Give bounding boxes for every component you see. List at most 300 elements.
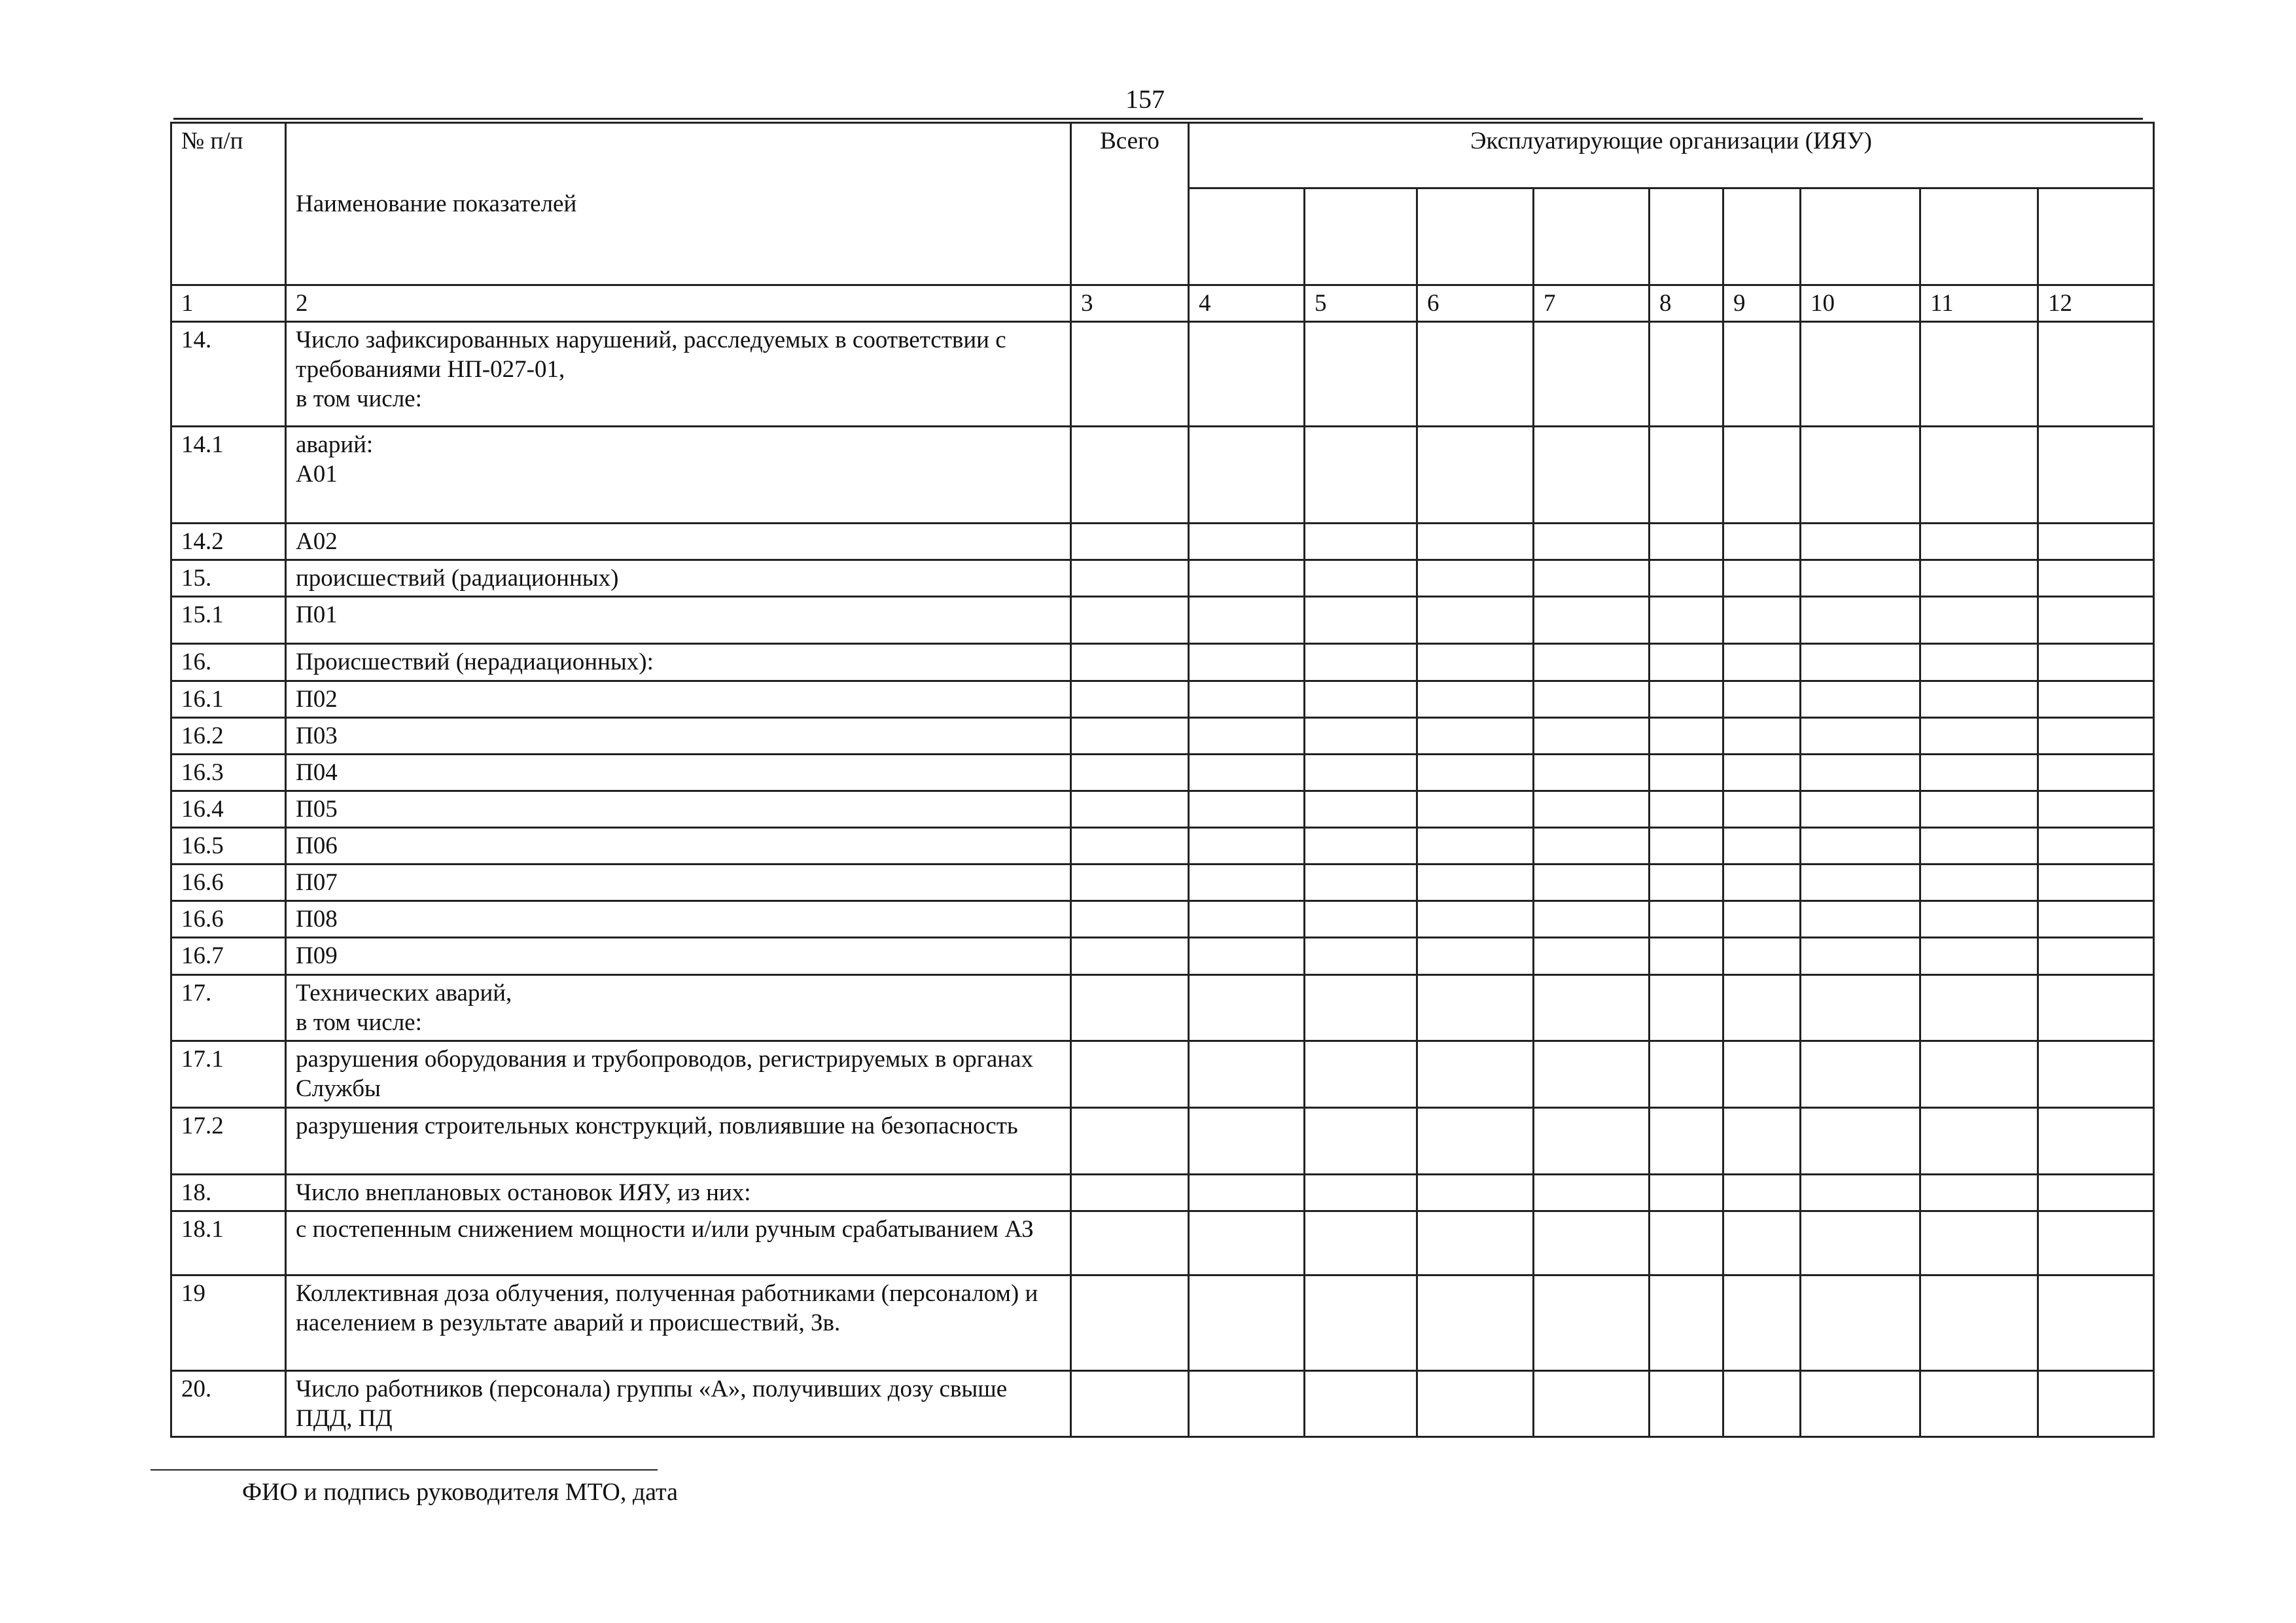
table-row (171, 524, 2154, 560)
value-cell (1189, 1174, 1305, 1211)
column-number: 1 (171, 285, 286, 322)
value-cell (1305, 427, 1417, 524)
row-number: 18. (171, 1174, 286, 1211)
value-cell (1189, 1275, 1305, 1370)
value-cell (1189, 597, 1305, 644)
value-cell (1071, 681, 1189, 717)
value-cell (1920, 427, 2038, 524)
value-cell (1801, 717, 1920, 754)
value-cell (1189, 644, 1305, 681)
value-cell (1305, 1275, 1417, 1370)
value-cell (1801, 1041, 1920, 1107)
row-number: 19 (171, 1275, 286, 1370)
value-cell (1723, 427, 1801, 524)
value-cell (1417, 322, 1534, 427)
value-cell (1920, 1211, 2038, 1275)
page-number: 157 (1125, 84, 1165, 114)
value-cell (1650, 644, 1723, 681)
value-cell (1723, 901, 1801, 938)
value-cell (2038, 1041, 2154, 1107)
value-cell (1071, 1275, 1189, 1370)
row-number: 16.6 (171, 901, 286, 938)
value-cell (1534, 1174, 1650, 1211)
value-cell (1189, 938, 1305, 974)
value-cell (1920, 1275, 2038, 1370)
indicator-name: П01 (286, 597, 1071, 644)
row-number: 16. (171, 644, 286, 681)
value-cell (1305, 938, 1417, 974)
column-number: 9 (1723, 285, 1801, 322)
table-row (171, 1107, 2154, 1174)
value-cell (1071, 901, 1189, 938)
value-cell (1071, 938, 1189, 974)
value-cell (2038, 901, 2154, 938)
table-row (171, 427, 2154, 524)
value-cell (1801, 322, 1920, 427)
value-cell (1801, 828, 1920, 865)
value-cell (1801, 1107, 1920, 1174)
header-total: Всего (1071, 123, 1189, 285)
value-cell (2038, 644, 2154, 681)
value-cell (1417, 597, 1534, 644)
value-cell (1534, 524, 1650, 560)
value-cell (1305, 754, 1417, 791)
value-cell (1650, 597, 1723, 644)
indicator-name: П08 (286, 901, 1071, 938)
subheader-cell (1305, 188, 1417, 285)
table-row (171, 644, 2154, 681)
value-cell (1801, 1275, 1920, 1370)
value-cell (1534, 681, 1650, 717)
value-cell (1801, 865, 1920, 901)
table-row (171, 791, 2154, 827)
value-cell (1723, 560, 1801, 597)
value-cell (1071, 1211, 1189, 1275)
value-cell (1801, 597, 1920, 644)
table-row (171, 1211, 2154, 1275)
value-cell (1071, 524, 1189, 560)
value-cell (2038, 828, 2154, 865)
row-number: 16.4 (171, 791, 286, 827)
value-cell (1801, 560, 1920, 597)
value-cell (1305, 322, 1417, 427)
value-cell (1305, 974, 1417, 1041)
value-cell (1534, 791, 1650, 827)
row-number: 17.1 (171, 1041, 286, 1107)
value-cell (1417, 681, 1534, 717)
row-number: 16.1 (171, 681, 286, 717)
table-row (171, 1041, 2154, 1107)
value-cell (1417, 524, 1534, 560)
value-cell (1650, 1370, 1723, 1436)
value-cell (2038, 681, 2154, 717)
value-cell (1071, 1174, 1189, 1211)
value-cell (2038, 1211, 2154, 1275)
subheader-cell (1417, 188, 1534, 285)
value-cell (1189, 754, 1305, 791)
value-cell (1534, 644, 1650, 681)
indicator-name: разрушения строительных конструкций, повлиявшие на безопасность (286, 1107, 1071, 1174)
column-number: 8 (1650, 285, 1723, 322)
value-cell (1650, 1041, 1723, 1107)
indicator-name: аварий: А01 (286, 427, 1071, 524)
indicator-name: П05 (286, 791, 1071, 827)
indicator-name: П09 (286, 938, 1071, 974)
value-cell (1071, 865, 1189, 901)
indicator-name: с постепенным снижением мощности и/или ручным срабатыванием АЗ (286, 1211, 1071, 1275)
value-cell (1801, 791, 1920, 827)
value-cell (1920, 901, 2038, 938)
value-cell (1189, 1107, 1305, 1174)
value-cell (1305, 791, 1417, 827)
value-cell (2038, 865, 2154, 901)
value-cell (1920, 791, 2038, 827)
value-cell (1650, 524, 1723, 560)
value-cell (1650, 1275, 1723, 1370)
value-cell (1189, 1211, 1305, 1275)
indicator-name: П03 (286, 717, 1071, 754)
subheader-cell (1650, 188, 1723, 285)
indicator-name: Число внеплановых остановок ИЯУ, из них: (286, 1174, 1071, 1211)
value-cell (2038, 524, 2154, 560)
value-cell (1723, 865, 1801, 901)
row-number: 15.1 (171, 597, 286, 644)
top-rule (173, 118, 2143, 120)
column-number-row (171, 285, 2154, 322)
value-cell (1417, 791, 1534, 827)
row-number: 16.2 (171, 717, 286, 754)
value-cell (1650, 1107, 1723, 1174)
value-cell (1650, 322, 1723, 427)
table-row (171, 901, 2154, 938)
value-cell (1534, 1211, 1650, 1275)
value-cell (1650, 865, 1723, 901)
value-cell (1417, 560, 1534, 597)
header-operating-organizations: Эксплуатирующие организации (ИЯУ) (1189, 123, 2154, 188)
table-row (171, 1275, 2154, 1370)
value-cell (1801, 754, 1920, 791)
subheader-cell (1920, 188, 2038, 285)
value-cell (2038, 597, 2154, 644)
value-cell (1189, 865, 1305, 901)
value-cell (1071, 754, 1189, 791)
value-cell (1801, 974, 1920, 1041)
value-cell (1650, 828, 1723, 865)
value-cell (1920, 1370, 2038, 1436)
value-cell (1189, 791, 1305, 827)
value-cell (1417, 974, 1534, 1041)
value-cell (1650, 938, 1723, 974)
column-number: 6 (1417, 285, 1534, 322)
value-cell (1723, 974, 1801, 1041)
indicator-name: Технических аварий, в том числе: (286, 974, 1071, 1041)
value-cell (1189, 427, 1305, 524)
column-number: 12 (2038, 285, 2154, 322)
indicator-name: разрушения оборудования и трубопроводов, регистрируемых в органах Службы (286, 1041, 1071, 1107)
value-cell (1650, 717, 1723, 754)
value-cell (1723, 717, 1801, 754)
value-cell (1723, 1041, 1801, 1107)
value-cell (1650, 681, 1723, 717)
table-row (171, 1174, 2154, 1211)
row-number: 16.5 (171, 828, 286, 865)
table-row (171, 322, 2154, 427)
value-cell (1801, 1211, 1920, 1275)
value-cell (2038, 791, 2154, 827)
value-cell (2038, 427, 2154, 524)
value-cell (1801, 524, 1920, 560)
row-number: 20. (171, 1370, 286, 1436)
table-row (171, 717, 2154, 754)
value-cell (1305, 597, 1417, 644)
value-cell (1534, 754, 1650, 791)
value-cell (1189, 1370, 1305, 1436)
value-cell (1920, 1041, 2038, 1107)
value-cell (1071, 560, 1189, 597)
value-cell (1534, 828, 1650, 865)
value-cell (1920, 644, 2038, 681)
value-cell (2038, 974, 2154, 1041)
value-cell (1071, 427, 1189, 524)
value-cell (1801, 901, 1920, 938)
value-cell (1920, 560, 2038, 597)
table-row (171, 681, 2154, 717)
value-cell (1189, 974, 1305, 1041)
value-cell (1189, 322, 1305, 427)
table-row (171, 974, 2154, 1041)
subheader-cell (1723, 188, 1801, 285)
value-cell (1723, 1174, 1801, 1211)
value-cell (1920, 754, 2038, 791)
value-cell (1723, 644, 1801, 681)
value-cell (1189, 524, 1305, 560)
value-cell (1305, 681, 1417, 717)
value-cell (1534, 427, 1650, 524)
column-number: 5 (1305, 285, 1417, 322)
value-cell (2038, 1370, 2154, 1436)
value-cell (1723, 1275, 1801, 1370)
indicator-name: Коллективная доза облучения, полученная работниками (персоналом) и населением в результате аварий и происшествий, Зв. (286, 1275, 1071, 1370)
value-cell (1723, 938, 1801, 974)
value-cell (1534, 938, 1650, 974)
header-name: Наименование показателей (286, 123, 1071, 285)
table-row (171, 865, 2154, 901)
value-cell (1417, 1275, 1534, 1370)
row-number: 16.7 (171, 938, 286, 974)
value-cell (1920, 828, 2038, 865)
value-cell (1071, 1041, 1189, 1107)
indicator-name: Число работников (персонала) группы «А», получивших дозу свыше ПДД, ПД (286, 1370, 1071, 1436)
value-cell (1920, 974, 2038, 1041)
value-cell (1417, 754, 1534, 791)
value-cell (1920, 717, 2038, 754)
value-cell (1417, 828, 1534, 865)
row-number: 16.6 (171, 865, 286, 901)
value-cell (1723, 681, 1801, 717)
value-cell (1305, 865, 1417, 901)
value-cell (1417, 1211, 1534, 1275)
value-cell (1305, 524, 1417, 560)
value-cell (1723, 1107, 1801, 1174)
header-num: № п/п (171, 123, 286, 285)
value-cell (1650, 1211, 1723, 1275)
column-number: 10 (1801, 285, 1920, 322)
subheader-cell (2038, 188, 2154, 285)
report-table (170, 122, 2155, 1438)
value-cell (2038, 754, 2154, 791)
value-cell (2038, 1174, 2154, 1211)
value-cell (1801, 427, 1920, 524)
indicator-name: А02 (286, 524, 1071, 560)
indicator-name: Происшествий (нерадиационных): (286, 644, 1071, 681)
row-number: 18.1 (171, 1211, 286, 1275)
value-cell (1920, 1107, 2038, 1174)
value-cell (1801, 644, 1920, 681)
row-number: 14. (171, 322, 286, 427)
value-cell (1534, 717, 1650, 754)
value-cell (1071, 791, 1189, 827)
value-cell (1417, 644, 1534, 681)
value-cell (2038, 322, 2154, 427)
table-row (171, 938, 2154, 974)
indicator-name: Число зафиксированных нарушений, расследуемых в соответствии с требованиями НП-027-01, в том числе: (286, 322, 1071, 427)
subheader-cell (1534, 188, 1650, 285)
value-cell (1189, 901, 1305, 938)
value-cell (1071, 974, 1189, 1041)
table-row (171, 560, 2154, 597)
value-cell (1417, 1041, 1534, 1107)
table-row (171, 754, 2154, 791)
value-cell (2038, 1107, 2154, 1174)
value-cell (1189, 717, 1305, 754)
indicator-name: П04 (286, 754, 1071, 791)
value-cell (1071, 1370, 1189, 1436)
value-cell (1534, 974, 1650, 1041)
value-cell (1189, 560, 1305, 597)
value-cell (1723, 828, 1801, 865)
column-number: 4 (1189, 285, 1305, 322)
value-cell (1650, 791, 1723, 827)
value-cell (1305, 901, 1417, 938)
value-cell (1920, 597, 2038, 644)
value-cell (1305, 828, 1417, 865)
value-cell (2038, 717, 2154, 754)
value-cell (1801, 938, 1920, 974)
value-cell (1723, 1211, 1801, 1275)
value-cell (1417, 427, 1534, 524)
column-number: 2 (286, 285, 1071, 322)
value-cell (1071, 644, 1189, 681)
value-cell (1650, 427, 1723, 524)
value-cell (1534, 1107, 1650, 1174)
value-cell (1417, 1174, 1534, 1211)
value-cell (1650, 974, 1723, 1041)
value-cell (1534, 322, 1650, 427)
value-cell (1534, 597, 1650, 644)
row-number: 16.3 (171, 754, 286, 791)
value-cell (1723, 524, 1801, 560)
value-cell (1305, 1174, 1417, 1211)
indicator-name: П02 (286, 681, 1071, 717)
column-number: 7 (1534, 285, 1650, 322)
value-cell (1189, 828, 1305, 865)
signature-label: ФИО и подпись руководителя МТО, дата (242, 1478, 678, 1506)
subheader-cell (1189, 188, 1305, 285)
row-number: 14.1 (171, 427, 286, 524)
table-row (171, 828, 2154, 865)
value-cell (1534, 1041, 1650, 1107)
value-cell (1801, 1370, 1920, 1436)
column-number: 11 (1920, 285, 2038, 322)
value-cell (1650, 1174, 1723, 1211)
value-cell (1650, 560, 1723, 597)
subheader-cell (1801, 188, 1920, 285)
value-cell (1920, 524, 2038, 560)
value-cell (1920, 322, 2038, 427)
value-cell (1305, 1370, 1417, 1436)
value-cell (1534, 901, 1650, 938)
value-cell (1071, 828, 1189, 865)
header-row-top (171, 123, 2154, 188)
value-cell (1534, 1370, 1650, 1436)
value-cell (1920, 681, 2038, 717)
table-row (171, 1370, 2154, 1436)
value-cell (1417, 865, 1534, 901)
indicator-name: П07 (286, 865, 1071, 901)
value-cell (1071, 322, 1189, 427)
value-cell (1305, 1107, 1417, 1174)
row-number: 14.2 (171, 524, 286, 560)
value-cell (1534, 560, 1650, 597)
row-number: 17.2 (171, 1107, 286, 1174)
value-cell (1534, 865, 1650, 901)
column-number: 3 (1071, 285, 1189, 322)
value-cell (1801, 1174, 1920, 1211)
value-cell (1417, 901, 1534, 938)
value-cell (2038, 1275, 2154, 1370)
value-cell (1305, 717, 1417, 754)
value-cell (1417, 1107, 1534, 1174)
value-cell (1920, 1174, 2038, 1211)
value-cell (1723, 1370, 1801, 1436)
value-cell (1305, 644, 1417, 681)
value-cell (1650, 754, 1723, 791)
value-cell (1071, 597, 1189, 644)
value-cell (1723, 597, 1801, 644)
value-cell (1417, 1370, 1534, 1436)
value-cell (1723, 754, 1801, 791)
indicator-name: происшествий (радиационных) (286, 560, 1071, 597)
value-cell (1417, 717, 1534, 754)
signature-line (150, 1469, 658, 1471)
value-cell (1801, 681, 1920, 717)
value-cell (1071, 717, 1189, 754)
row-number: 15. (171, 560, 286, 597)
value-cell (2038, 560, 2154, 597)
indicator-name: П06 (286, 828, 1071, 865)
value-cell (1920, 865, 2038, 901)
value-cell (1723, 791, 1801, 827)
value-cell (1650, 901, 1723, 938)
value-cell (1071, 1107, 1189, 1174)
value-cell (1189, 681, 1305, 717)
value-cell (1723, 322, 1801, 427)
table-row (171, 597, 2154, 644)
value-cell (1305, 560, 1417, 597)
value-cell (1920, 938, 2038, 974)
value-cell (2038, 938, 2154, 974)
value-cell (1417, 938, 1534, 974)
